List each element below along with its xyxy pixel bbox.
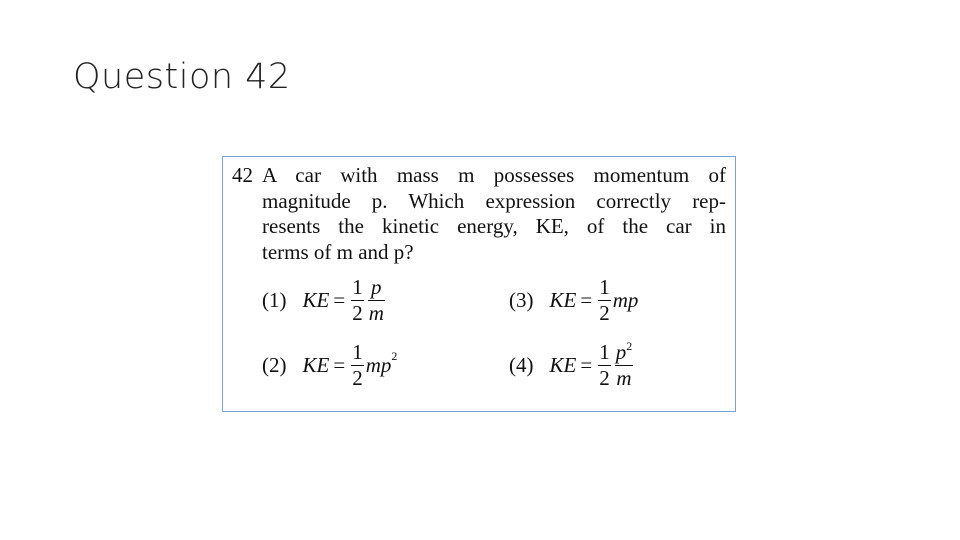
stem-line-1: A car with mass m possesses momentum of xyxy=(262,163,726,187)
coefficient-fraction xyxy=(351,277,364,324)
coef-denominator: 2 xyxy=(352,301,363,325)
option-label: (3) xyxy=(509,288,534,312)
equals-sign: = xyxy=(580,353,593,377)
coef-numerator: 1 xyxy=(352,275,363,299)
coefficient-fraction xyxy=(351,342,364,389)
option-label: (1) xyxy=(262,288,287,312)
option-lhs: KE xyxy=(302,288,330,312)
coef-denominator: 2 xyxy=(352,366,363,390)
option-lhs: KE xyxy=(549,353,577,377)
option-label: (4) xyxy=(509,353,534,377)
option-1[interactable] xyxy=(262,277,387,324)
option-label: (2) xyxy=(262,353,287,377)
option-2[interactable] xyxy=(262,342,397,389)
option-tail: mp xyxy=(365,353,392,377)
stem-line-2: magnitude p. Which expression correctly rep- xyxy=(262,188,726,213)
coef-denominator: 2 xyxy=(599,366,610,390)
equals-sign: = xyxy=(580,288,593,312)
option-lhs: KE xyxy=(302,353,330,377)
frac-denominator: m xyxy=(616,366,632,390)
coefficient-fraction xyxy=(598,277,611,324)
coef-numerator: 1 xyxy=(599,275,610,299)
variable-fraction xyxy=(368,277,385,324)
equals-sign: = xyxy=(333,353,346,377)
exponent: 2 xyxy=(626,339,633,353)
option-3[interactable] xyxy=(509,277,638,324)
stem-line-3: resents the kinetic energy, KE, of the car in xyxy=(262,214,726,238)
question-number: 42 xyxy=(232,163,253,187)
stem-line-4: terms of m and p? xyxy=(262,239,414,264)
variable-fraction xyxy=(615,339,634,390)
coef-numerator: 1 xyxy=(352,340,363,364)
equals-sign: = xyxy=(333,288,346,312)
frac-numerator-var: p xyxy=(615,340,627,364)
option-tail: mp xyxy=(612,288,639,312)
coefficient-fraction xyxy=(598,342,611,389)
frac-numerator: p xyxy=(371,275,382,299)
frac-numerator xyxy=(615,339,634,365)
option-lhs: KE xyxy=(549,288,577,312)
frac-denominator: m xyxy=(368,301,384,325)
question-image-box xyxy=(222,156,736,412)
coef-denominator: 2 xyxy=(599,301,610,325)
slide-title: Question 42 xyxy=(73,57,291,97)
exponent: 2 xyxy=(391,349,398,363)
option-4[interactable] xyxy=(509,339,635,390)
question-stem xyxy=(262,163,726,265)
coef-numerator: 1 xyxy=(599,340,610,364)
